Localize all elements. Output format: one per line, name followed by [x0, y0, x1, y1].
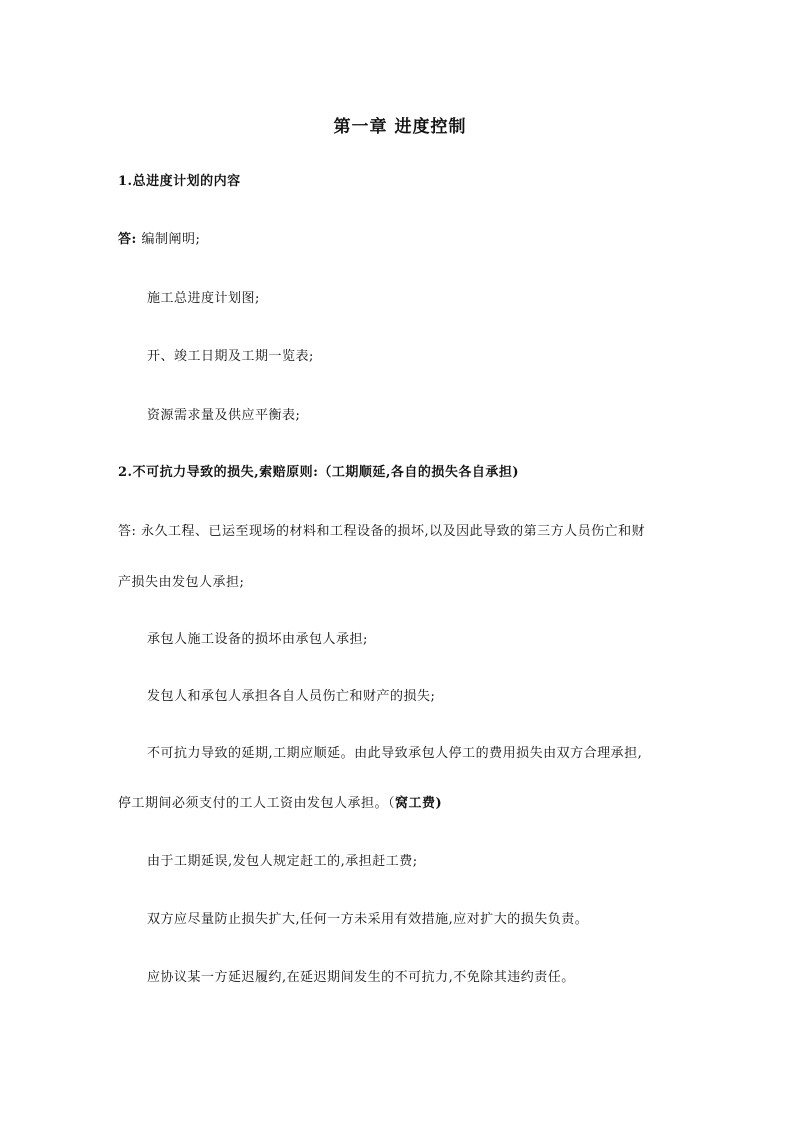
list-item-continuation: [118, 795, 442, 813]
section2-answer-line1: 答: 永久工程、已运至现场的材料和工程设备的损坏,以及因此导致的第三方人员伤亡和财: [118, 524, 646, 539]
list-item: 编制阐明;: [141, 232, 201, 247]
list-item: 施工总进度计划图;: [147, 291, 260, 306]
wage-text: 停工期间必须支付的工人工资由发包人承担。（: [118, 796, 396, 811]
section1-answer-line: [118, 231, 200, 249]
list-item: 开、竣工日期及工期一览表;: [147, 349, 314, 364]
list-item: 应协议某一方延迟履约,在延迟期间发生的不可抗力,不免除其违约责任。: [147, 970, 575, 985]
list-item: 双方应尽量防止损失扩大,任何一方未采用有效措施,应对扩大的损失负责。: [147, 912, 589, 927]
list-item: 发包人和承包人承担各自人员伤亡和财产的损失;: [147, 689, 436, 704]
list-item: 承包人施工设备的损坏由承包人承担;: [147, 632, 368, 647]
list-item: 资源需求量及供应平衡表;: [147, 408, 301, 423]
list-item: 由于工期延误,发包人规定赶工的,承担赶工费;: [147, 854, 418, 869]
chapter-title: 第一章 进度控制: [333, 117, 467, 137]
section1-heading: 1.总进度计划的内容: [118, 174, 241, 189]
idle-fee-label: 窝工费): [395, 796, 443, 811]
section2-answer-line2: 产损失由发包人承担;: [118, 575, 245, 590]
list-item: 不可抗力导致的延期,工期应顺延。由此导致承包人停工的费用损失由双方合理承担,: [147, 746, 643, 761]
section2-heading: 2.不可抗力导致的损失,索赔原则:（工期顺延,各自的损失各自承担): [118, 465, 520, 480]
answer-label: 答:: [118, 232, 137, 247]
